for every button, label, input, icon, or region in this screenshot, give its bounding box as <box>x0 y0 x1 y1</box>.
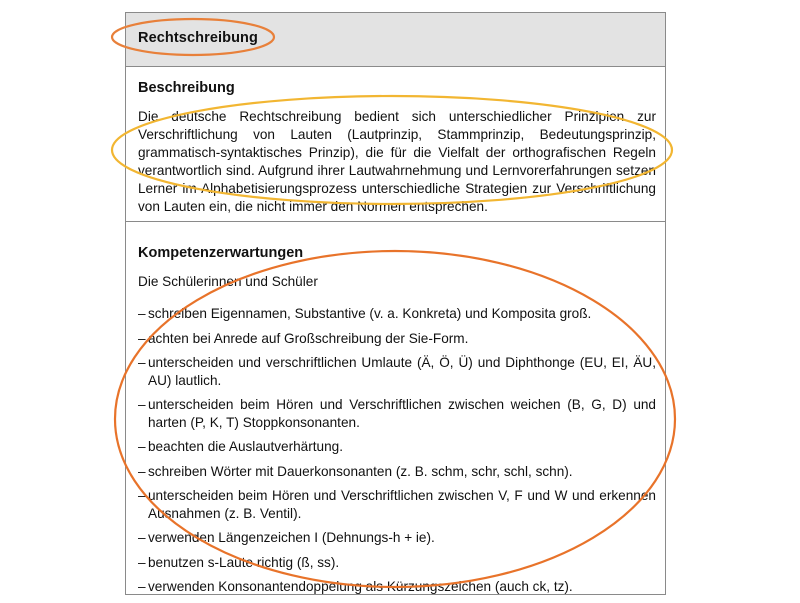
dash-bullet: – <box>138 488 146 503</box>
curriculum-table <box>125 12 666 595</box>
list-item-text: achten bei Anrede auf Großschreibung der Sie-Form. <box>148 330 469 346</box>
description-paragraph: Die deutsche Rechtschreibung bedient sich unterschiedlicher Prinzipien zur Verschriftlichung von Lauten (Lautprinzip, Stammprinzip, Bedeutungsprinzip, grammatisch-syntaktisches Prinzip), die für die Vielfalt der orthografischen Regeln verantwortlich sind. Aufgrund ihrer Lautwahrnehmung und Lernvorerfahrungen setzen Lerner im Alphabetisierungsprozess unterschiedliche Strategien zur Verschriftlichung von Lauten ein, die nicht immer den Normen entsprechen. <box>138 109 656 214</box>
header-row <box>126 13 665 67</box>
page-title: Rechtschreibung <box>138 30 258 46</box>
dash-bullet: – <box>138 397 146 412</box>
list-item <box>138 554 656 572</box>
list-item <box>138 487 656 522</box>
dash-bullet: – <box>138 554 146 570</box>
competencies-list <box>138 305 656 603</box>
list-item <box>138 330 656 348</box>
competencies-intro: Die Schülerinnen und Schüler <box>138 274 318 289</box>
dash-bullet: – <box>138 306 146 321</box>
description-section <box>126 67 665 222</box>
list-item <box>138 305 656 323</box>
dash-bullet: – <box>138 530 146 545</box>
list-item <box>138 438 656 456</box>
list-item <box>138 529 656 547</box>
list-item-text: unterscheiden beim Hören und Verschriftlichen zwischen weichen (B, G, D) und harten (P, K, T) Stoppkonsonanten. <box>148 397 656 430</box>
list-item-text: schreiben Eigennamen, Substantive (v. a. Konkreta) und Komposita groß. <box>148 306 592 321</box>
list-item <box>138 396 656 431</box>
list-item-text: beachten die Auslautverhärtung. <box>148 439 343 454</box>
competencies-section <box>126 222 665 596</box>
list-item <box>138 354 656 389</box>
dash-bullet: – <box>138 330 146 346</box>
dash-bullet: – <box>138 355 146 370</box>
list-item-text: unterscheiden und verschriftlichen Umlaute (Ä, Ö, Ü) und Diphthonge (EU, EI, ÄU, AU) lautlich. <box>148 355 656 388</box>
list-item-text: benutzen s-Laute richtig (ß, ss). <box>148 554 340 570</box>
competencies-heading: Kompetenzerwartungen <box>138 245 304 261</box>
list-item <box>138 463 656 481</box>
dash-bullet: – <box>138 439 146 454</box>
dash-bullet: – <box>138 579 146 594</box>
description-heading: Beschreibung <box>138 80 235 96</box>
list-item-text: schreiben Wörter mit Dauerkonsonanten (z. B. schm, schr, schl, schn). <box>148 463 573 479</box>
list-item <box>138 578 656 596</box>
list-item-text: verwenden Längenzeichen I (Dehnungs-h + ie). <box>148 530 435 545</box>
list-item-text: verwenden Konsonantendoppelung als Kürzungszeichen (auch ck, tz). <box>148 579 573 594</box>
dash-bullet: – <box>138 463 146 479</box>
list-item-text: unterscheiden beim Hören und Verschriftlichen zwischen V, F und W und erkennen Ausnahmen (z. B. Ventil). <box>148 488 656 521</box>
